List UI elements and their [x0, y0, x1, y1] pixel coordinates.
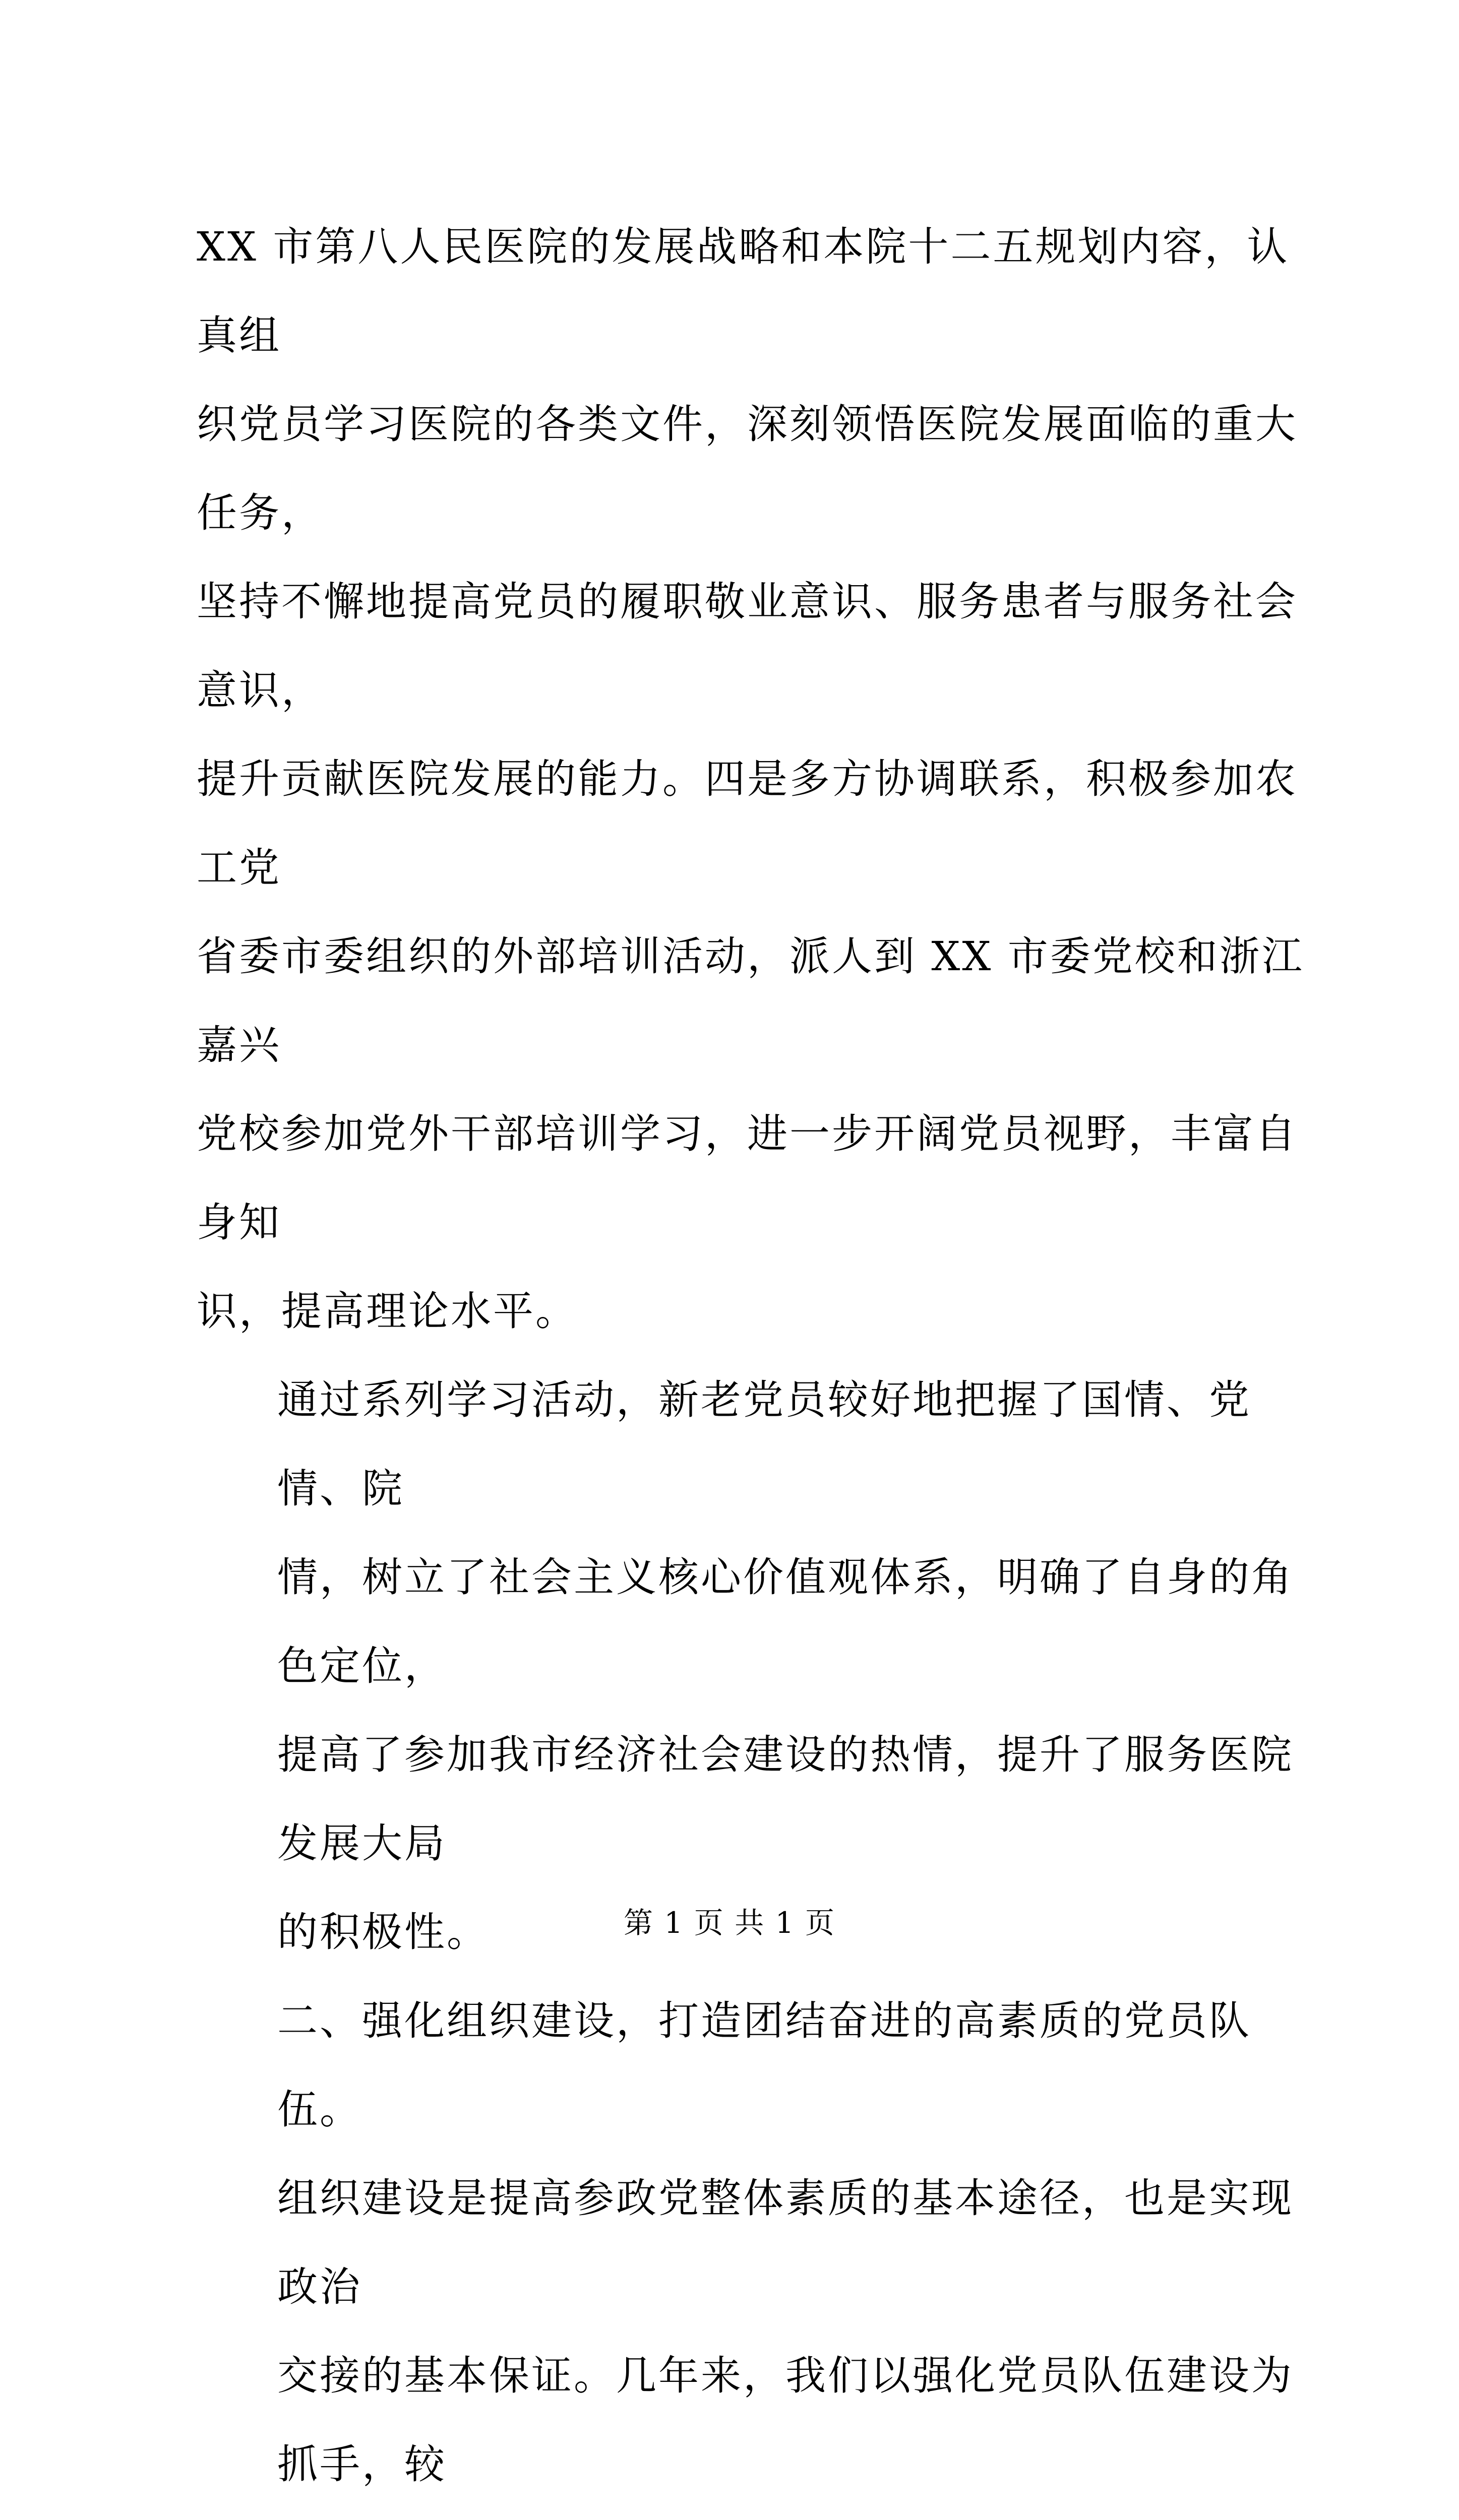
paragraph-2: 通过系列学习活动，新老党员较好地把握了国情、党情、院 情，树立了社会主义核心价值观体系，明确了自身的角色定位， 提高了参加我市经济社会建设的热情，提升了服务医院发展大局 的积极性。 [277, 1376, 1294, 1956]
page-footer: 第 1 页 共 1 页 [624, 1906, 835, 1940]
document-body [197, 203, 1326, 2520]
paragraph-1: XX 市第八人民医院的发展战略和本院十二五规划内容，认真组 织党员学习医院的各类文件，深刻领悟医院发展面临的重大任务， 坚持不懈地提高党员的履职敬业意识、服务患者与服务社会意识， 提升贡献医院发展的能力。四是多方协调联系，积极参加农工党 省委市委组织的外部培训活动，派人到 XX 市委党校和浙江嘉兴 党校参加党外干部培训学习，进一步开阔党员视野，丰富自身知 识，提高理论水平。 [197, 223, 1304, 1335]
section-heading: 二、强化组织建设，打造团结奋进的高素质的党员队伍。 [277, 1997, 1251, 2133]
paragraph-3: 组织建设是提高参政党整体素质的基本途径，也是实现政治 交接的基本保证。几年来，我们以强化党员队伍建设为抓手，较 [277, 2175, 1294, 2488]
